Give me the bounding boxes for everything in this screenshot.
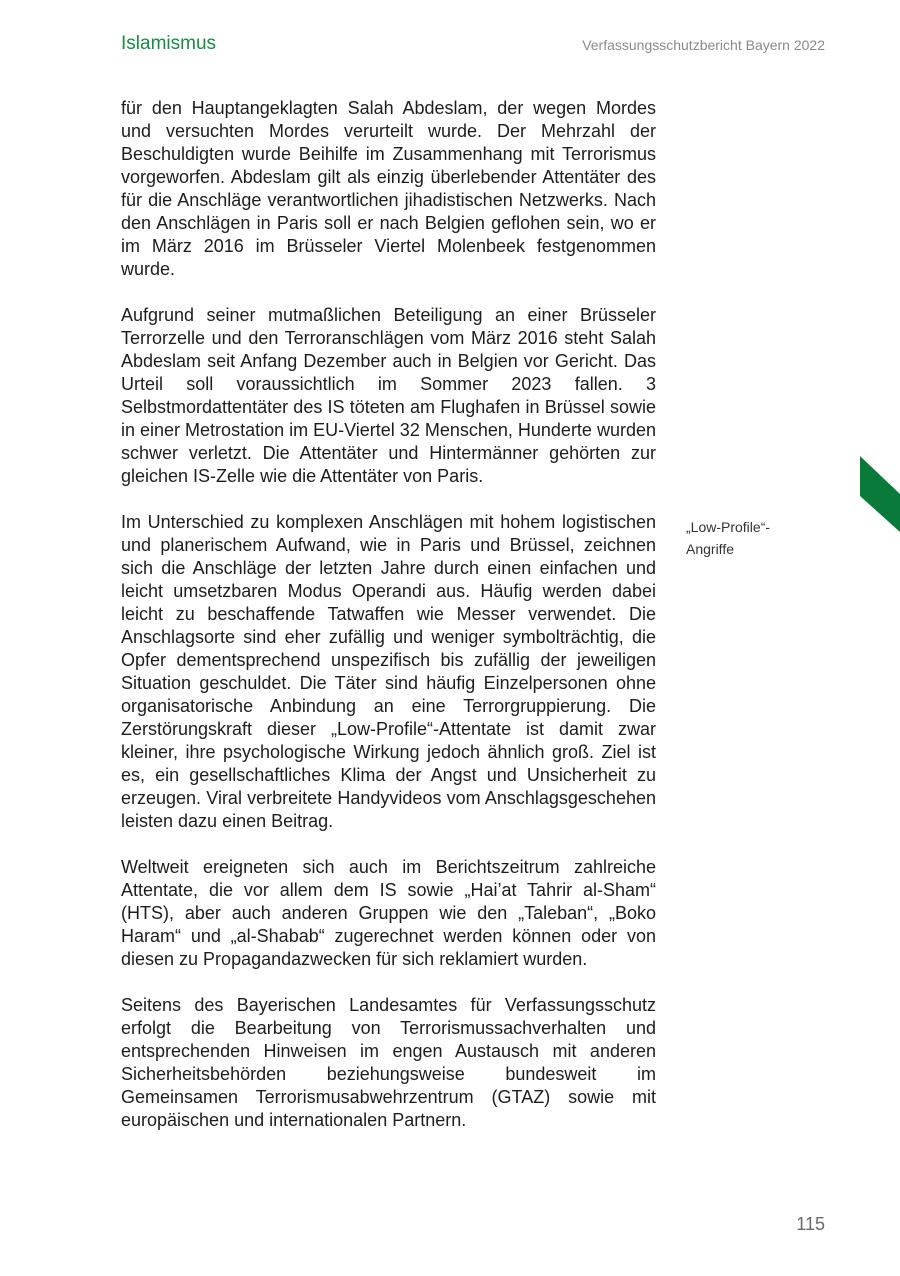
section-title: Islamismus <box>121 33 217 54</box>
paragraph: für den Hauptangeklagten Salah Abdeslam, der wegen Mordes und versuchten Mordes verurteilt wurde. Der Mehrzahl der Beschuldigten wurde Beihilfe im Zusammenhang mit Terrorismus vorgeworfen. Abdeslam gilt als einzig überlebender Attentäter des für die Anschläge verantwortlichen jihadistischen Netzwerks. Nach den Anschlägen in Paris soll er nach Belgien geflohen sein, wo er im März 2016 im Brüsseler Viertel Molenbeek festgenommen wurde. <box>121 98 656 279</box>
paragraph: Weltweit ereigneten sich auch im Berichtszeitrum zahlreiche Attentate, die vor allem dem IS sowie „Hai’at Tahrir al-Sham“ (HTS), aber auch anderen Gruppen wie den „Taleban“, „Boko Haram“ und „al-Shabab“ zugerechnet werden können oder von diesen zu Propagandazwecken für sich reklamiert wurden. <box>121 857 656 969</box>
paragraph: Im Unterschied zu komplexen Anschlägen mit hohem logistischen und planerischem Aufwand, wie in Paris und Brüssel, zeichnen sich die Anschläge der letzten Jahre durch einen einfachen und leicht umsetzbaren Modus Operandi aus. Häufig werden dabei leicht zu beschaffende Tatwaffen wie Messer verwendet. Die Anschlagsorte sind eher zufällig und weniger symbolträchtig, die Opfer dementsprechend unspezifisch bis zufällig der jeweiligen Situation geschuldet. Die Täter sind häufig Einzelpersonen ohne organisatorische Anbindung an eine Terrorgruppierung. Die Zerstörungskraft dieser „Low-Profile“-Attentate ist damit zwar kleiner, ihre psychologische Wirkung jedoch ähnlich groß. Ziel ist es, ein gesellschaftliches Klima der Angst und Unsicherheit zu erzeugen. Viral verbreitete Handyvideos vom Anschlagsgeschehen leisten dazu einen Beitrag. <box>121 512 656 831</box>
paragraph: Seitens des Bayerischen Landesamtes für Verfassungsschutz erfolgt die Bearbeitung von Terrorismussachverhalten und entsprechenden Hinweisen im engen Austausch mit anderen Sicherheitsbehörden beziehungsweise bundesweit im Gemeinsamen Terrorismusabwehrzentrum (GTAZ) sowie mit europäischen und internationalen Partnern. <box>121 995 656 1130</box>
paragraph: Aufgrund seiner mutmaßlichen Beteiligung an einer Brüsseler Terrorzelle und den Terroranschlägen vom März 2016 steht Salah Abdeslam seit Anfang Dezember auch in Belgien vor Gericht. Das Urteil soll voraussichtlich im Sommer 2023 fallen. 3 Selbstmordattentäter des IS töteten am Flughafen in Brüssel sowie in einer Metrostation im EU-Viertel 32 Menschen, Hunderte wurden schwer verletzt. Die Attentäter und Hintermänner gehörten zur gleichen IS-Zelle wie die Attentäter von Paris. <box>121 305 656 486</box>
body-text <box>121 97 656 1155</box>
report-title: Verfassungsschutzbericht Bayern 2022 <box>582 37 825 53</box>
page-number: 115 <box>796 1214 825 1234</box>
margin-note: „Low-Profile“-Angriffe <box>686 519 771 557</box>
chapter-tab-marker <box>860 456 900 532</box>
